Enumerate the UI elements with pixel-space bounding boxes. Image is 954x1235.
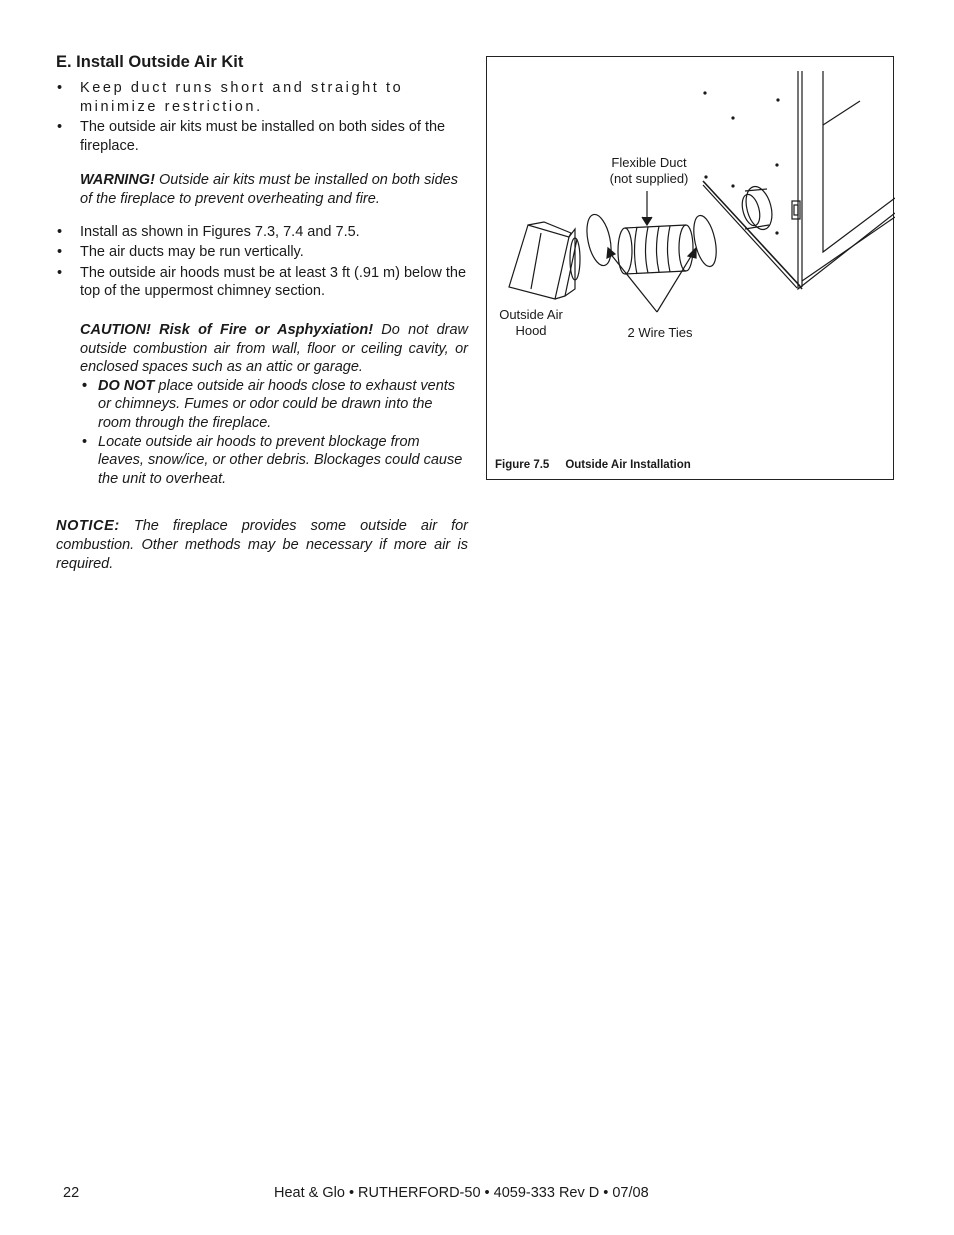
notice-label: NOTICE: — [56, 518, 120, 535]
installation-illustration — [487, 57, 895, 481]
section-title: E. Install Outside Air Kit — [56, 53, 244, 71]
duct-end-left — [618, 228, 632, 274]
wire-tie-left — [583, 212, 615, 267]
list-item: • The outside air hoods must be at least 3 ft (.91 m) below the top of the uppermost chimney section. — [56, 264, 468, 301]
notice-text: The fireplace provides some outside air for combustion. Other methods may be necessary if more air is required. — [56, 518, 468, 573]
caution-label: CAUTION! Risk of Fire or Asphyxiation! — [80, 321, 374, 338]
flexible-duct-label-line2: (not supplied) — [609, 171, 689, 186]
list-item — [80, 377, 468, 433]
figure-number: Figure 7.5 — [495, 459, 550, 471]
caution-sublist — [80, 377, 468, 489]
figure-caption — [495, 459, 691, 471]
caution-paragraph — [80, 321, 468, 377]
list-item: • Keep duct runs short and straight to minimize restriction. — [56, 79, 468, 116]
fireplace-corner — [798, 71, 895, 289]
warning-label: WARNING! — [80, 172, 155, 189]
warning-text: Outside air kits must be installed on both sides of the fireplace to prevent overheating and fire. — [80, 172, 458, 207]
list-item: • Locate outside air hoods to prevent blockage from leaves, snow/ice, or other debris. Blockages could cause the unit to overheat. — [80, 433, 468, 489]
bullet-list-2 — [56, 223, 468, 301]
hood-body — [509, 225, 569, 299]
caution-item1-text: place outside air hoods close to exhaust vents or chimneys. Fumes or odor could be drawn into the room through the fireplace. — [98, 377, 456, 431]
flexible-duct-label-line1: Flexible Duct — [611, 155, 687, 170]
caution-note — [56, 321, 468, 488]
warning-note — [56, 171, 468, 208]
flexible-duct-label — [599, 155, 699, 187]
outside-air-hood-label — [491, 307, 571, 339]
figure-title: Outside Air Installation — [565, 459, 691, 471]
figure-outside-air-installation — [486, 56, 894, 480]
footer-doc-info: Heat & Glo • RUTHERFORD-50 • 4059-333 Rev D • 07/08 — [274, 1185, 649, 1201]
left-column — [56, 52, 468, 574]
wire-tie-right — [690, 213, 720, 268]
page-number: 22 — [63, 1185, 80, 1201]
wire-ties-label: 2 Wire Ties — [627, 325, 693, 340]
caution-item1-label: DO NOT — [98, 377, 155, 394]
bullet-list-1 — [56, 79, 468, 155]
outside-air-hood-label-line2: Hood — [515, 323, 547, 338]
caution-text: Do not draw outside combustion air from wall, floor or ceiling cavity, or enclosed spaces such as an attic or garage. — [80, 321, 468, 376]
list-item: • Install as shown in Figures 7.3, 7.4 and 7.5. — [56, 223, 468, 242]
list-item: • The air ducts may be run vertically. — [56, 243, 468, 262]
notice-paragraph — [56, 517, 468, 574]
outside-air-hood-label-line1: Outside Air — [499, 307, 563, 322]
list-item: • The outside air kits must be installed on both sides of the fireplace. — [56, 118, 468, 155]
